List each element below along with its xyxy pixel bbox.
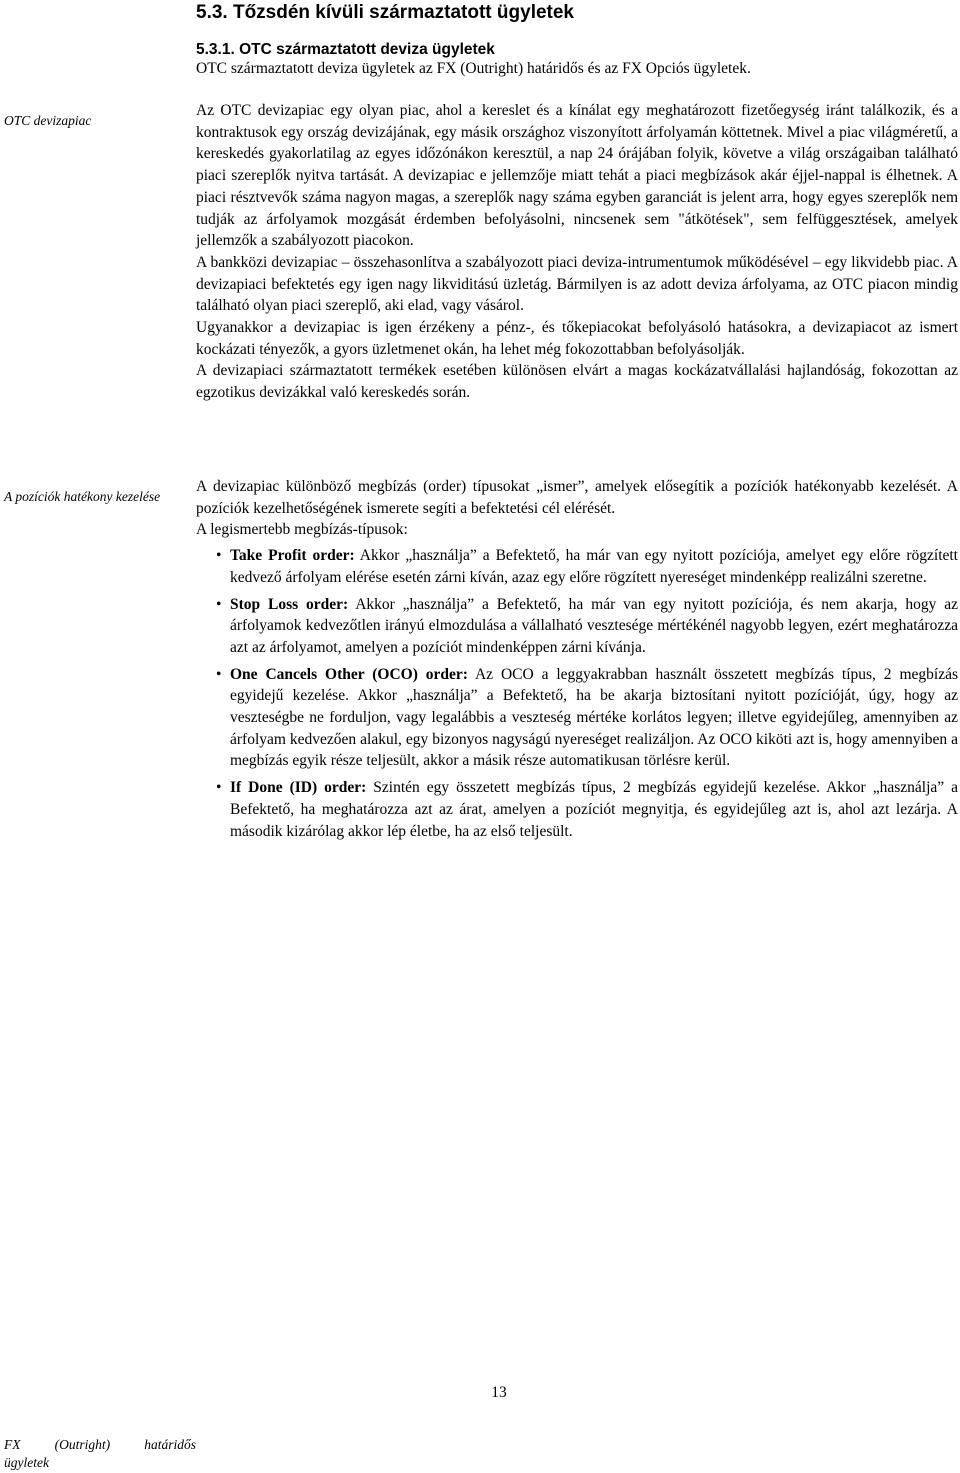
subsection-description: OTC származtatott deviza ügyletek az FX (Outright) határidős és az FX Opciós ügyletek. [196, 60, 751, 77]
paragraph: Az OTC devizapiac egy olyan piac, ahol a kereslet és a kínálat egy meghatározott fizetőegység iránt találkozik, és a kontraktusok egy ország devizájának, egy másik országhoz viszonyított árfolyamán köttetnek. Mivel a piac világméretű, a kereskedés gyakorlatilag az egyes időzónákon keresztül, a nap 24 órájában folyik, követve a világ országaiban található piaci szereplők nyitva tartását. A devizapiac e jellemzője miatt tehát a piaci megbízások akár éjjel-nappal is élhetnek. A piaci résztvevők száma nagyon magas, a szereplők nagy száma egyben garanciát is jelent arra, hogy egyes szereplők nem tudják az árfolyamok mozgását érdemben befolyásolni, nincsenek sem "átkötések", sem felfüggesztések, amelyek jellemzők a szabályozott piacokon. [196, 102, 958, 250]
otc-section [196, 100, 958, 404]
margin-note-positions: A pozíciók hatékony kezelése [4, 489, 161, 504]
paragraph: A devizapiac különböző megbízás (order) típusokat „ismer”, amelyek elősegítik a pozíciók hatékonyabb kezelését. A pozíciók kezelhetőségének ismerete segíti a befektetési cél elérését. [196, 478, 958, 517]
margin-note-otc: OTC devizapiac [4, 113, 92, 128]
order-description: Szintén egy összetett megbízás típus, 2 megbízás egyidejű kezelése. Akkor „használja” a Befektető, ha meghatározza azt az árat, amelyen a pozíciót megnyitja, és egyidejűleg azt is, ahol azt lezárja. A második kizárólag akkor lép életbe, ha az első teljesült. [230, 779, 958, 840]
positions-section [196, 476, 958, 842]
list-title: A legismertebb megbízás-típusok: [196, 521, 408, 539]
order-description: Akkor „használja” a Befektető, ha már van egy nyitott pozíciója, amelyet egy előre rögzített kedvező árfolyam elérése esetén zárni kíván, azaz egy előre rögzített nyereséget mindenképp realizálni szeretne. [230, 547, 958, 586]
section-heading: 5.3. Tőzsdén kívüli származtatott ügyletek [196, 2, 574, 23]
list-item [196, 777, 958, 842]
footer-line: FX (Outright) határidős [4, 1437, 196, 1452]
footer-note [4, 1436, 196, 1472]
subsection-heading: 5.3.1. OTC származtatott deviza ügyletek [196, 41, 495, 58]
list-item [196, 664, 958, 773]
order-term: Stop Loss order: [230, 595, 349, 613]
bullet-icon: • [216, 595, 222, 613]
bullet-icon: • [216, 547, 222, 565]
order-term: One Cancels Other (OCO) order: [230, 665, 468, 683]
page-number: 13 [491, 1384, 507, 1401]
list-item [196, 545, 958, 588]
order-term: Take Profit order: [230, 547, 355, 565]
order-description: Akkor „használja” a Befektető, ha már van egy nyitott pozíciója, és nem akarja, hogy az árfolyamok kedvezőtlen irányú elmozdulása a vállalható vesztesége mértékénél nagyobb legyen, ezért meghatározza azt az árfolyamot, amelyen a pozíciót mindenképpen zárni kívánja. [230, 595, 958, 656]
paragraph: Ugyanakkor a devizapiac is igen érzékeny a pénz-, és tőkepiacokat befolyásoló hatásokra, a devizapiacot az ismert kockázati tényezők, a gyors üzletmenet okán, ha lehet még fokozottabban befolyásolják. [196, 319, 958, 358]
order-type-list [196, 545, 958, 842]
bullet-icon: • [216, 779, 222, 797]
list-item [196, 594, 958, 659]
footer-line: ügyletek [4, 1455, 49, 1470]
paragraph: A devizapiaci származtatott termékek esetében különösen elvárt a magas kockázatvállalási hajlandóság, fokozottan az egzotikus devizákkal való kereskedés során. [196, 362, 958, 402]
order-description: Az OCO a leggyakrabban használt összetett megbízás típus, 2 megbízás egyidejű kezelése. Akkor „használja” a Befektető, ha be akarja biztosítani nyitott pozícióját, úgy, hogy az veszteségbe ne forduljon, vagy legalábbis a veszteség mértéke korlátos legyen; illetve egyidejűleg, amennyiben az árfolyam kedvezően alakul, egy bizonyos nagyságú nyereséget realizáljon. Az OCO kiköti azt is, hogy amennyiben a megbízás egyik része teljesült, akkor a másik része automatikusan törlésre kerül. [230, 665, 958, 770]
bullet-icon: • [216, 665, 222, 683]
paragraph: A bankközi devizapiac – összehasonlítva a szabályozott piaci deviza-intrumentumok működésével – egy likvidebb piac. A devizapiaci befektetés egy igen nagy likviditású üzletág. Bármilyen is az adott deviza árfolyama, az OTC piacon mindig található olyan piaci szereplő, aki elad, vagy vásárol. [196, 253, 958, 315]
order-term: If Done (ID) order: [230, 779, 367, 797]
